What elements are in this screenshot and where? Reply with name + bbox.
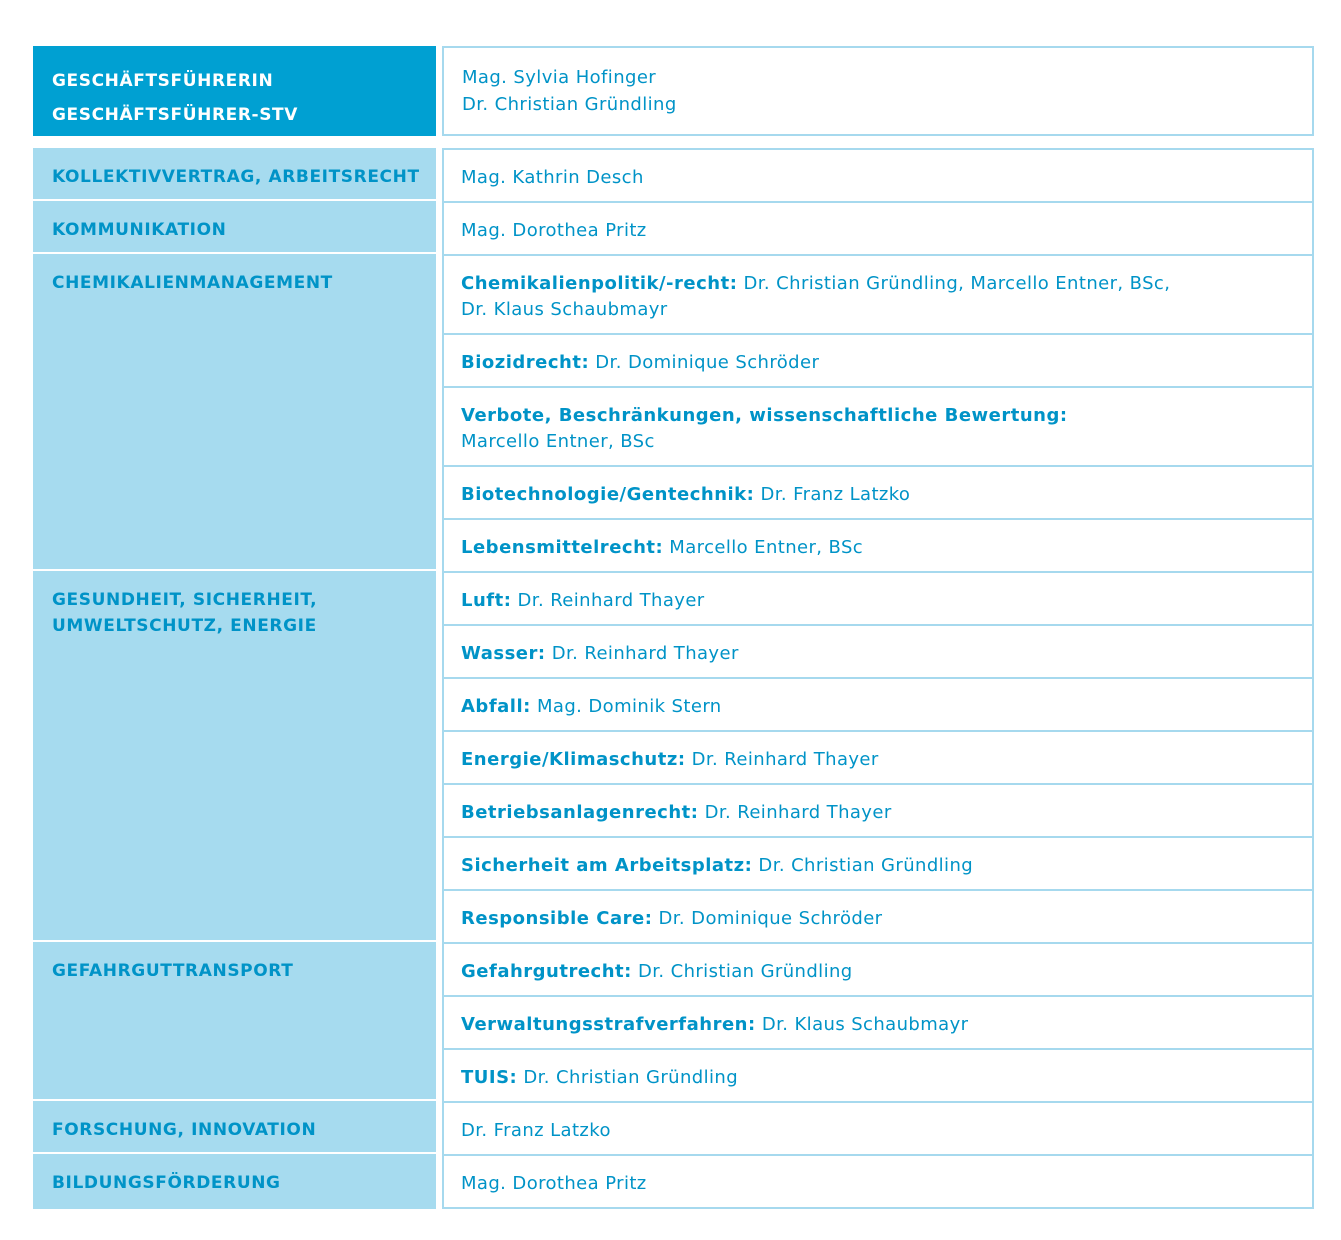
department-label-line: KOMMUNIKATION	[52, 220, 227, 240]
topic-label: Verbote, Beschränkungen, wissenschaftliche Bewertung:	[461, 405, 1068, 426]
responsibility-entry	[444, 838, 1312, 891]
department-label-line: UMWELTSCHUTZ, ENERGIE	[52, 616, 317, 636]
management-roles	[33, 46, 436, 136]
department-label	[33, 254, 436, 571]
responsibility-entry	[444, 997, 1312, 1050]
topic-label: Gefahrgutrecht:	[461, 961, 632, 982]
topic-label: Abfall:	[461, 696, 531, 717]
person-name: Dr. Christian Gründling	[517, 1067, 739, 1088]
departments-table	[33, 148, 1314, 1209]
responsibility-entry	[444, 467, 1312, 520]
department-label	[33, 1154, 436, 1207]
responsible-column	[442, 148, 1314, 1209]
topic-label: TUIS:	[461, 1067, 518, 1088]
department-label-line: CHEMIKALIENMANAGEMENT	[52, 273, 333, 293]
topic-label: Biozidrecht:	[461, 352, 590, 373]
topic-label: Biotechnologie/Gentechnik:	[461, 484, 755, 505]
person-name: Marcello Entner, BSc	[663, 537, 864, 558]
topic-label: Verwaltungsstrafverfahren:	[461, 1014, 756, 1035]
responsibility-entry	[444, 1156, 1312, 1209]
person-name: Dr. Christian Gründling	[631, 961, 853, 982]
department-label	[33, 201, 436, 254]
responsibility-entry	[444, 785, 1312, 838]
responsibility-table	[33, 46, 1314, 1209]
department-label-line: KOLLEKTIVVERTRAG, ARBEITSRECHT	[52, 167, 420, 187]
department-label	[33, 942, 436, 1101]
responsibility-entry	[444, 891, 1312, 944]
person-name: Marcello Entner, BSc	[461, 431, 655, 452]
responsibility-entry	[444, 203, 1312, 256]
person-name: Dr. Christian Gründling, Marcello Entner, BSc,	[737, 273, 1171, 294]
responsibility-entry	[444, 150, 1312, 203]
role-label: GESCHÄFTSFÜHRERIN	[52, 71, 274, 91]
responsibility-entry	[444, 1103, 1312, 1156]
person-name: Dr. Klaus Schaubmayr	[755, 1014, 969, 1035]
responsibility-entry	[444, 679, 1312, 732]
person-name: Dr. Reinhard Thayer	[685, 749, 879, 770]
person-name: Dr. Dominique Schröder	[589, 352, 820, 373]
responsibility-entry	[444, 732, 1312, 785]
person-name: Mag. Dominik Stern	[530, 696, 722, 717]
person-name: Mag. Sylvia Hofinger	[462, 67, 657, 88]
person-name: Dr. Christian Gründling	[462, 94, 677, 115]
person-name: Mag. Dorothea Pritz	[461, 1173, 647, 1194]
department-label-line: FORSCHUNG, INNOVATION	[52, 1120, 317, 1140]
responsibility-entry	[444, 335, 1312, 388]
role-label: GESCHÄFTSFÜHRER-STV	[52, 105, 299, 125]
responsibility-entry	[444, 1050, 1312, 1103]
management-names	[442, 46, 1314, 136]
department-column	[33, 148, 436, 1209]
person-name: Dr. Reinhard Thayer	[698, 802, 892, 823]
person-name: Dr. Dominique Schröder	[652, 908, 883, 929]
management-header-row	[33, 46, 1314, 136]
topic-label: Energie/Klimaschutz:	[461, 749, 686, 770]
responsibility-entry	[444, 944, 1312, 997]
topic-label: Responsible Care:	[461, 908, 653, 929]
responsibility-entry	[444, 520, 1312, 573]
person-name: Dr. Klaus Schaubmayr	[461, 299, 668, 320]
topic-label: Sicherheit am Arbeitsplatz:	[461, 855, 753, 876]
person-name: Dr. Reinhard Thayer	[511, 590, 705, 611]
department-label-line: GEFAHRGUTTRANSPORT	[52, 961, 294, 981]
responsibility-entry	[444, 626, 1312, 679]
department-label-line: GESUNDHEIT, SICHERHEIT,	[52, 590, 318, 610]
responsibility-entry	[444, 256, 1312, 335]
responsibility-entry	[444, 573, 1312, 626]
department-label	[33, 148, 436, 201]
topic-label: Wasser:	[461, 643, 546, 664]
department-label	[33, 571, 436, 942]
department-label	[33, 1101, 436, 1154]
person-name: Mag. Dorothea Pritz	[461, 220, 647, 241]
person-name: Dr. Christian Gründling	[752, 855, 974, 876]
topic-label: Betriebsanlagenrecht:	[461, 802, 699, 823]
topic-label: Chemikalienpolitik/-recht:	[461, 273, 738, 294]
responsibility-entry	[444, 388, 1312, 467]
topic-label: Luft:	[461, 590, 512, 611]
person-name: Dr. Reinhard Thayer	[545, 643, 739, 664]
person-name: Dr. Franz Latzko	[461, 1120, 611, 1141]
topic-label: Lebensmittelrecht:	[461, 537, 664, 558]
person-name: Mag. Kathrin Desch	[461, 167, 644, 188]
department-label-line: BILDUNGSFÖRDERUNG	[52, 1173, 281, 1193]
person-name: Dr. Franz Latzko	[754, 484, 911, 505]
